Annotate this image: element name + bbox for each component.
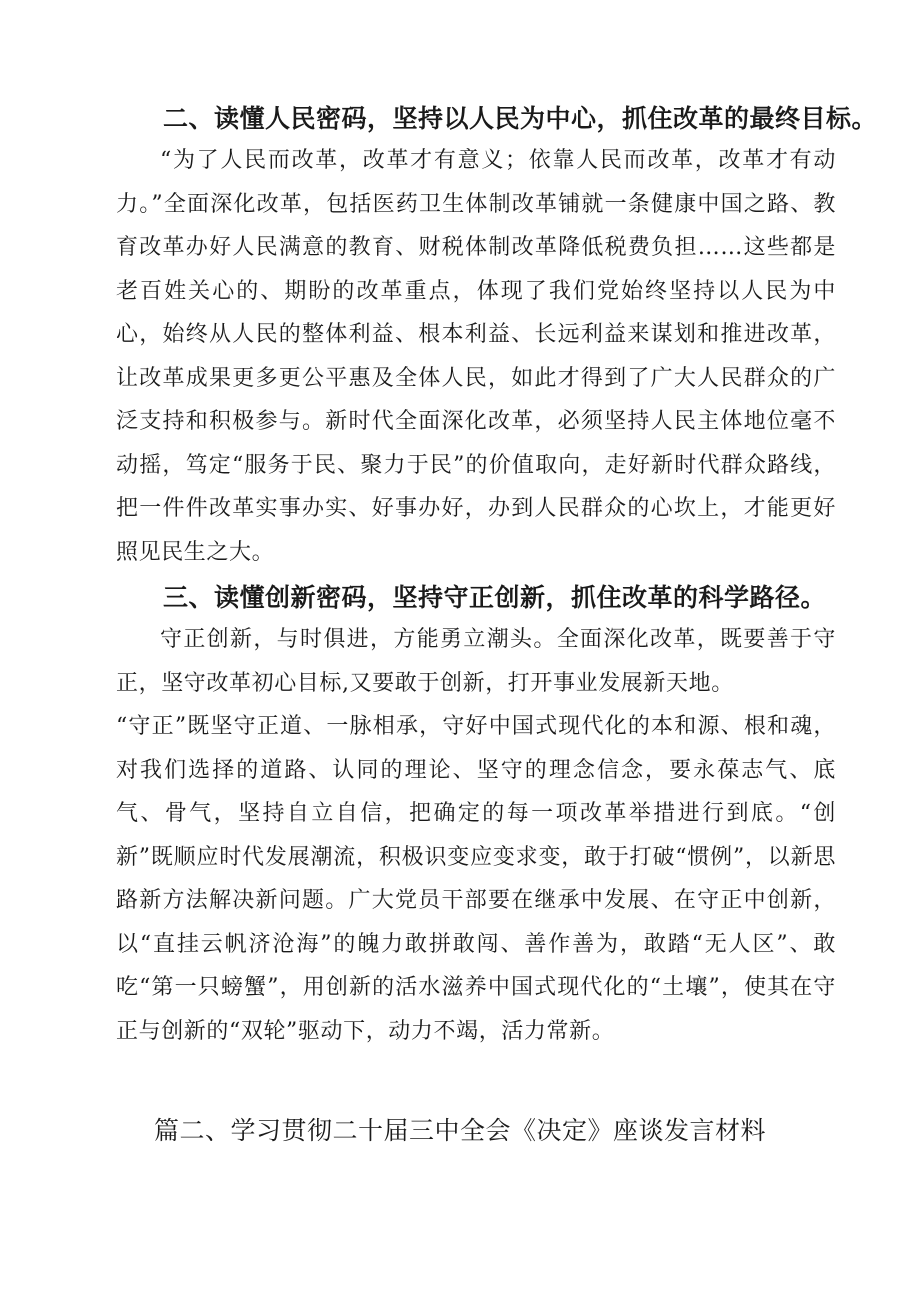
- section-2-heading: 二、读懂人民密码，坚持以人民为中心，抓住改革的最终目标。: [163, 104, 878, 133]
- part-2-title: 篇二、学习贯彻二十届三中全会《决定》座谈发言材料: [153, 1116, 766, 1145]
- section-3-body-paragraph: “守正”既坚守正道、一脉相承，守好中国式现代化的本和源、根和魂，对我们选择的道路、认同的理论、坚守的理念信念，要永葆志气、底气、骨气，坚持自立自信，把确定的每一项改革举措进行到底。“创新”既顺应时代发展潮流，积极识变应变求变，敢于打破“惯例”，以新思路新方法解决新问题。广大党员干部要在继承中发展、在守正中创新，以“直挂云帆济沧海”的魄力敢拼敢闯、善作善为，敢踏“无人区”、敢吃“第一只螃蟹”，用创新的活水滋养中国式现代化的“土壤”，使其在守正与创新的“双轮”驱动下，动力不竭，活力常新。: [116, 714, 836, 1044]
- section-3-intro-paragraph: 守正创新，与时俱进，方能勇立潮头。全面深化改革，既要善于守正，坚守改革初心目标,又要敢于创新，打开事业发展新天地。: [116, 627, 836, 696]
- section-3-heading: 三、读懂创新密码，坚持守正创新，抓住改革的科学路径。: [163, 583, 827, 612]
- section-2-body: “为了人民而改革，改革才有意义；依靠人民而改革，改革才有动力。”全面深化改革，包括医药卫生体制改革铺就一条健康中国之路、教育改革办好人民满意的教育、财税体制改革降低税费负担……这些都是老百姓关心的、期盼的改革重点，体现了我们党始终坚持以人民为中心，始终从人民的整体利益、根本利益、长远利益来谋划和推进改革，让改革成果更多更公平惠及全体人民，如此才得到了广大人民群众的广泛支持和积极参与。新时代全面深化改革，必须坚持人民主体地位毫不动摇，笃定“服务于民、聚力于民”的价值取向，走好新时代群众路线，把一件件改革实事办实、好事办好，办到人民群众的心坎上，才能更好照见民生之大。: [116, 148, 836, 565]
